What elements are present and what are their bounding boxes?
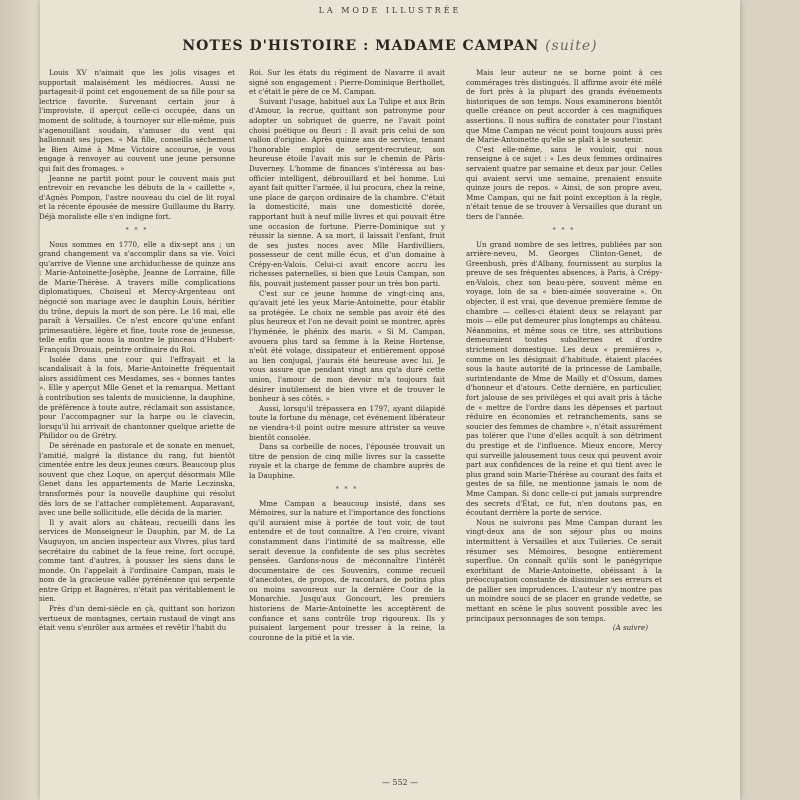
page-number: — 552 —	[381, 778, 419, 787]
paragraph: Un grand nombre de ses lettres, publiées par son arrière-neveu, M. Georges Clinton-Genet, de Greenbush, près d'Albany, fournissent au surplus la preuve de ses fréquentes absences, à Paris, à Crépy-en-Valois, chez son beau-père, souvent même en voyage, loin de sa « bien-aimée souveraine ». On objecter, il est vrai, que devenue première femme de chambre — celles-ci étaient deux se relayant par mois — elle put demeurer plus longtemps au château. Néanmoins, et même sous ce titre, ses attributions demeuraient toutes subalternes et d'ordre strictement domestique. Les deux « premières », comme on les désignait d'habitude, étaient placées sous la haute autorité de la princesse de Lamballe, surintendante de Mme de Mailly et d'Ossum, dames d'honneur et d'atours. Cette dernière, en particulier, fort jalouse de ses privilèges et qui avait pris à tâche de « mettre de l'ordre dans les dépenses et partout réduire en économies et retranchements, sans se soucier des femmes de chambre », n'était assurément pas tolérer que l'une d'elles acquît à son détriment du prestige et de l'influence. Mieux encore, Mercy qui surveille jalousement tous ceux qui peuvent avoir part aux confidences de la reine et qui tient avec le plus grand soin Marie-Thérèse au courant des faits et gestes de sa fille, ne mentionne jamais le nom de Mme Campan. Si donc celle-ci put jamais surprendre des secrets d'État, ce fut, n'en doutons pas, en écoutant derrière la porte de service.	[466, 239, 662, 518]
paragraph: De sérénade en pastorale et de sonate en menuet, l'amitié, malgré la distance du rang, fut bientôt cimentée entre les deux jeunes cœurs. Beaucoup plus souvent que chez Loque, on aperçut désormais Mlle Genet dans les appartements de Marie Leczinska, transformés pour la nouvelle dauphine qui résolut dès lors de se l'attacher complètement. Auparavant, avec une belle sollicitude, elle décida de la marier.	[39, 440, 235, 518]
paragraph: Jeanne ne partit point pour le couvent mais put entrevoir en revanche les débuts de la « caillette », d'Agnès Pompon, l'astre nouveau du ciel de lit royal et la récente épousée de messire Guillaume du Barry. Déjà moraliste elle s'en indigne fort.	[39, 173, 235, 221]
paragraph: Dans sa corbeille de noces, l'épousée trouvait un titre de pension de cinq mille livres sur la cassette royale et la charge de femme de chambre auprès de la Dauphine.	[249, 442, 445, 480]
paragraph: C'est sur ce jeune homme de vingt-cinq ans, qu'avait jeté les yeux Marie-Antoinette, pour établir sa protégée. Le choix ne semble pas avoir été des plus heureux et l'on ne devait point se montrer, après l'hyménée, le phénix des maris. « Si M. Campan, avouera plus tard sa femme à la Reine Hortense, n'eût été volage, dissipateur et entièrement opposé au lien conjugal, j'aurais été heureuse avec lui. Je vous assure que pendant vingt ans qu'a duré cette union, l'amour de mon devoir m'a toujours fait désirer inutilement de bien vivre et de trouver le bonheur à ses côtés. »	[249, 288, 445, 404]
paragraph: Aussi, lorsqu'il trépassera en 1797, ayant dilapidé toute la fortune du ménage, cet événement libérateur ne viendra-t-il point outre mesure attrister sa veuve bientôt consolée.	[249, 403, 445, 442]
text-column-1	[39, 68, 235, 774]
paragraph: Mais leur auteur ne se borne point à ces commérages très distingués. Il affirme avoir été mêlé de fort près à la plupart des grands événements historiques de son temps. Nous examinerons bientôt quelle créance on peut accorder à ces magnifiques assertions. Il nous suffira de constater pour l'instant que Mme Campan ne vécut point toujours aussi près de Marie-Antoinette qu'elle se plaît à le soutenir.	[466, 68, 662, 145]
to-be-continued-note: (A suivre)	[612, 623, 648, 633]
running-head: LA MODE ILLUSTRÉE	[318, 6, 462, 15]
paragraph: Roi. Sur les états du régiment de Navarre il avait signé son engagement : Pierre-Dominique Berthollet, et c'était le père de ce M. Campan.	[249, 68, 445, 97]
section-separator: * * *	[125, 226, 149, 234]
paragraph: Il y avait alors au château, recueilli dans les services de Monseigneur le Dauphin, par M. de La Vauguyon, un ancien inspecteur aux Vivres, plus tard secrétaire du cabinet de la feue reine, fort occupé, comme tant d'autres, à pousser les siens dans le monde. On l'appelait à l'ordinaire Campan, mais le nom de la gracieuse vallée pyrénéenne qui serpente entre Gripp et Bagnères, n'était pas véritablement le sien.	[39, 517, 235, 604]
paragraph: C'est elle-même, sans le vouloir, qui nous renseigne à ce sujet : « Les deux femmes ordinaires servaient quatre par semaine et deux par jour. Celles qui avaient servi une semaine, prenaient ensuite quinze jours de repos. » Ainsi, de son propre aveu, Mme Campan, qui ne fait point exception à la règle, n'était tenue de se trouver à Versailles que durant un tiers de l'année.	[466, 144, 662, 221]
paragraph: Mme Campan a beaucoup insisté, dans ses Mémoires, sur la nature et l'importance des fonctions qu'il auraient mise à portée de tout voir, de tout entendre et de tout connaître. A l'en croire, vivant constamment dans l'intimité de sa maîtresse, elle serait devenue la confidente de ses plus secrètes pensées. Gardons-nous de méconnaître l'intérêt documentaire de ces Souvenirs, comme recueil d'anecdotes, de propos, de racontars, de potins plus ou moins savoureux sur la dernière Cour de la Monarchie. Jusqu'aux Goncourt, les premiers historiens de Marie-Antoinette les acceptèrent de confiance et sans contrôle trop rigoureux. Ils y puisaient largement pour tresser à la reine, la couronne de la pitié et la vie.	[249, 498, 445, 642]
article-title	[40, 38, 740, 54]
section-separator: * * *	[552, 226, 576, 234]
text-column-3	[466, 68, 662, 774]
paragraph: Nous ne suivrons pas Mme Campan durant les vingt-deux ans de son séjour plus ou moins intermittent à Versailles et aux Tuileries. Ce serait résumer ses Mémoires, besogne entièrement superflue. On connaît qu'ils sont le panégyrique exorbitant de Marie-Antoinette, obéissant à la préoccupation constante de dissimuler ses erreurs et de pallier ses imprudences. L'auteur n'y montre pas un moindre souci de se placer en grande vedette, se mettant en scène le plus souvent possible avec les principaux personnages de son temps.	[466, 517, 662, 623]
paragraph: Près d'un demi-siècle en çà, quittant son horizon vertueux de montagnes, certain rustaud de vingt ans était venu s'enrôler aux armées et revêtir l'habit du	[39, 604, 235, 633]
article-title-suffix: (suite)	[545, 38, 598, 54]
paragraph: Nous sommes en 1770, elle a dix-sept ans ; un grand changement va s'accomplir dans sa vie. Voici qu'arrive de Vienne une archiduchesse de quinze ans : Marie-Antoinette-Josèphe, Jeanne de Lorraine, fille de Marie-Thérèse. A travers mille complications diplomatiques, Choiseul et Mercy-Argenteau ont négocié son mariage avec le dauphin Louis, héritier du trône, depuis la mort de son père. Le 16 mai, elle paraît à Versailles. Ce n'est encore qu'une enfant primesautière, légère et fine, toute rose de jeunesse, telle enfin que nous la montre le pinceau d'Hubert-François Drouais, peintre ordinaire du Roi.	[39, 239, 235, 355]
paragraph: Suivant l'usage, habituel aux La Tulipe et aux Brin d'Amour, la recrue, quittant son patronyme pour adopter un sobriquet de guerre, ne l'avait point choisi poétique ou fleuri : Il avait pris celui de son vallon d'origine. Après quinze ans de service, tenant l'honorable emploi de sergent-recruteur, son heureuse étoile l'avait mis sur le chemin de Pâris-Duverney. L'homme de finances s'intéressa au bas-officier intelligent, débrouillard et bel homme. Lui ayant fait quitter l'armée, il lui procura, chez la reine, une place de garçon ordinaire de la chambre. C'était la domesticité, mais une domesticité dorée, rapportant huit à neuf mille livres et qui pouvait être une occasion de fortune. Pierre-Dominique sut y réussir la sienne. A sa mort, il laissait l'enfant, fruit de ses justes noces avec Mlle Hardivilliers, possesseur de cent mille écus, et d'un domaine à Crépy-en-Valois. Celui-ci avait encore accru les richesses paternelles, si bien que Louis Campan, son fils, pouvait justement passer pour un très bon parti.	[249, 96, 445, 289]
text-column-2	[249, 68, 445, 774]
article-title-text: NOTES D'HISTOIRE : MADAME CAMPAN	[182, 38, 540, 54]
paragraph: Isolée dans une cour qui l'effrayait et la scandalisait à la fois, Marie-Antoinette fréquentait alors assidûment ces Mesdames, ses « bonnes tantes ». Elle y aperçut Mlle Genet et la remarqua. Mettant à contribution ses talents de musicienne, la dauphine, de préférence à toute autre, réclamait son assistance, pour l'accompagner sur la harpe ou le clavecin, lorsqu'il lui arrivait de chantonner quelque ariette de Philidor ou de Grétry.	[39, 354, 235, 441]
section-separator: * * *	[335, 485, 359, 493]
paragraph: Louis XV n'aimait que les jolis visages et supportait malaisément les médiocres. Aussi ne partageait-il point cet engouement de sa fille pour sa lectrice favorite. Survenant certain jour à l'improviste, il aperçut celle-ci occupée, dans un moment de solitude, à tournoyer sur elle-même, puis s'agenouillant soudain, s'amuser du vent qui ballonnait ses jupes. « Ma fille, conseilla sèchement le Bien Aimé à Mme Victoire accourue, je vous engage à renvoyer au couvent une jeune personne qui fait des fromages. »	[39, 68, 235, 173]
spine-shadow	[0, 0, 40, 800]
